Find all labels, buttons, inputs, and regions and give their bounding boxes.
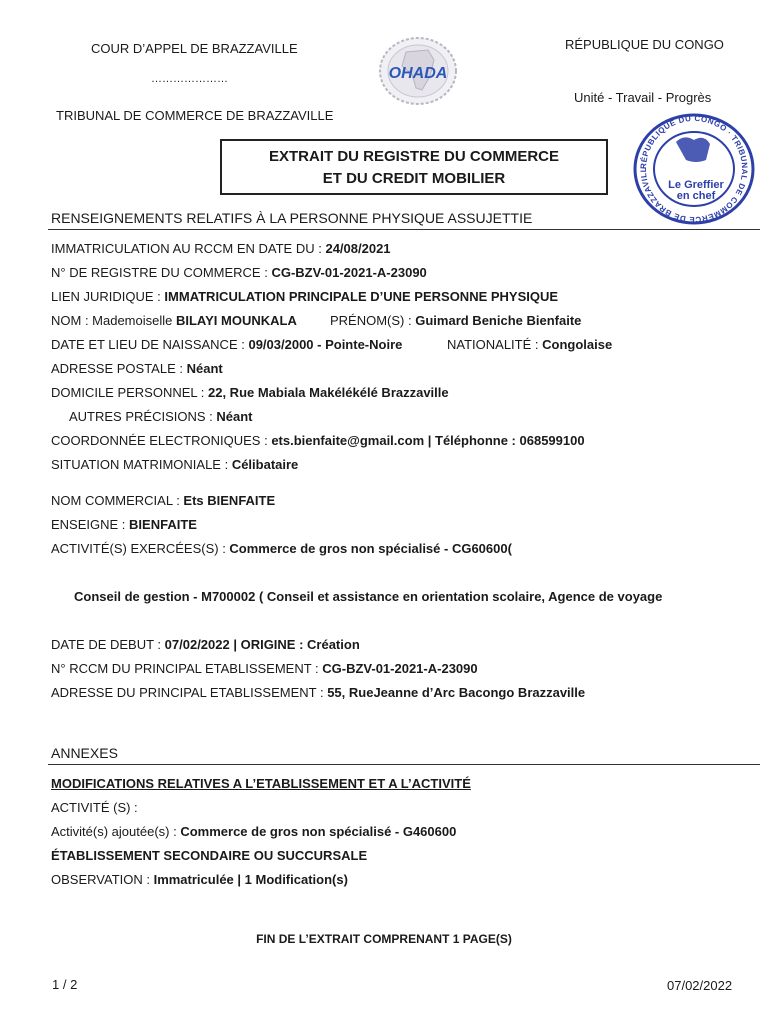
field-autres-precisions: AUTRES PRÉCISIONS : Néant [69, 409, 253, 424]
svg-text:Le Greffier: Le Greffier [668, 179, 724, 191]
field-lien-juridique: LIEN JURIDIQUE : IMMATRICULATION PRINCIPALE D’UNE PERSONNE PHYSIQUE [51, 289, 559, 304]
field-date-debut: DATE DE DEBUT : 07/02/2022 | ORIGINE : Création [51, 637, 360, 652]
field-conseil-gestion: Conseil de gestion - M700002 ( Conseil et assistance en orientation scolaire, Agence de voyage [74, 589, 663, 604]
greffier-seal [632, 112, 756, 226]
field-rccm-principal: N° RCCM DU PRINCIPAL ETABLISSEMENT : CG-BZV-01-2021-A-23090 [51, 661, 478, 676]
ohada-logo [372, 36, 464, 106]
svg-text:en chef: en chef [676, 190, 716, 202]
modifications-heading: MODIFICATIONS RELATIVES A L’ETABLISSEMENT ET A L’ACTIVITÉ [51, 776, 471, 791]
republic-name: RÉPUBLIQUE DU CONGO [565, 37, 724, 52]
field-activites: ACTIVITÉ(S) EXERCÉES(S) : Commerce de gros non spécialisé - CG60600( [51, 541, 512, 556]
annexes-heading: ANNEXES [51, 745, 118, 761]
field-coordonnees: COORDONNÉE ELECTRONIQUES : ets.bienfaite@gmail.com | Téléphonne : 068599100 [51, 433, 585, 448]
section-divider [48, 229, 760, 230]
title-line-1: EXTRAIT DU REGISTRE DU COMMERCE [268, 148, 559, 165]
field-nom: NOM : Mademoiselle BILAYI MOUNKALA [51, 313, 297, 328]
field-enseigne: ENSEIGNE : BIENFAITE [51, 517, 197, 532]
field-registre: N° DE REGISTRE DU COMMERCE : CG-BZV-01-2021-A-23090 [51, 265, 427, 280]
etablissement-secondaire-heading: ÉTABLISSEMENT SECONDAIRE OU SUCCURSALE [51, 848, 368, 863]
field-observation: OBSERVATION : Immatriculée | 1 Modification(s) [51, 872, 348, 887]
document-title-box [220, 139, 608, 195]
field-nom-commercial: NOM COMMERCIAL : Ets BIENFAITE [51, 493, 276, 508]
field-situation: SITUATION MATRIMONIALE : Célibataire [51, 457, 299, 472]
field-adresse-principal: ADRESSE DU PRINCIPAL ETABLISSEMENT : 55, RueJeanne d’Arc Bacongo Brazzaville [51, 685, 586, 700]
field-activite-s: ACTIVITÉ (S) : [51, 800, 138, 815]
svg-text:OHADA: OHADA [388, 65, 448, 82]
field-activite-ajoutee: Activité(s) ajoutée(s) : Commerce de gros non spécialisé - G460600 [51, 824, 457, 839]
section-heading-personne: RENSEIGNEMENTS RELATIFS À LA PERSONNE PHYSIQUE ASSUJETTIE [51, 210, 533, 226]
page-number: 1 / 2 [52, 977, 78, 992]
dots-separator: ………………… [151, 73, 228, 85]
tribunal-name: TRIBUNAL DE COMMERCE DE BRAZZAVILLE [56, 108, 334, 123]
field-prenom: PRÉNOM(S) : Guimard Beniche Bienfaite [330, 313, 582, 328]
seal-icon [632, 112, 756, 226]
annexes-divider [48, 764, 760, 765]
national-motto: Unité - Travail - Progrès [574, 90, 712, 105]
title-line-2: ET DU CREDIT MOBILIER [322, 170, 506, 187]
field-immatriculation: IMMATRICULATION AU RCCM EN DATE DU : 24/08/2021 [51, 241, 391, 256]
field-nationalite: NATIONALITÉ : Congolaise [447, 337, 613, 352]
ohada-logo-icon [372, 36, 464, 106]
field-adresse-postale: ADRESSE POSTALE : Néant [51, 361, 223, 376]
field-domicile: DOMICILE PERSONNEL : 22, Rue Mabiala Makélékélé Brazzaville [51, 385, 449, 400]
svg-text:RÉPUBLIQUE DU CONGO · TRIBUNAL: RÉPUBLIQUE DU CONGO · TRIBUNAL DE COMMERCE DE BRAZZAVILL [638, 113, 750, 225]
field-naissance: DATE ET LIEU DE NAISSANCE : 09/03/2000 - Pointe-Noire [51, 337, 403, 352]
footer-date: 07/02/2022 [667, 978, 733, 993]
court-name: COUR D’APPEL DE BRAZZAVILLE [91, 41, 298, 56]
fin-extrait: FIN DE L’EXTRAIT COMPRENANT 1 PAGE(S) [256, 932, 512, 946]
